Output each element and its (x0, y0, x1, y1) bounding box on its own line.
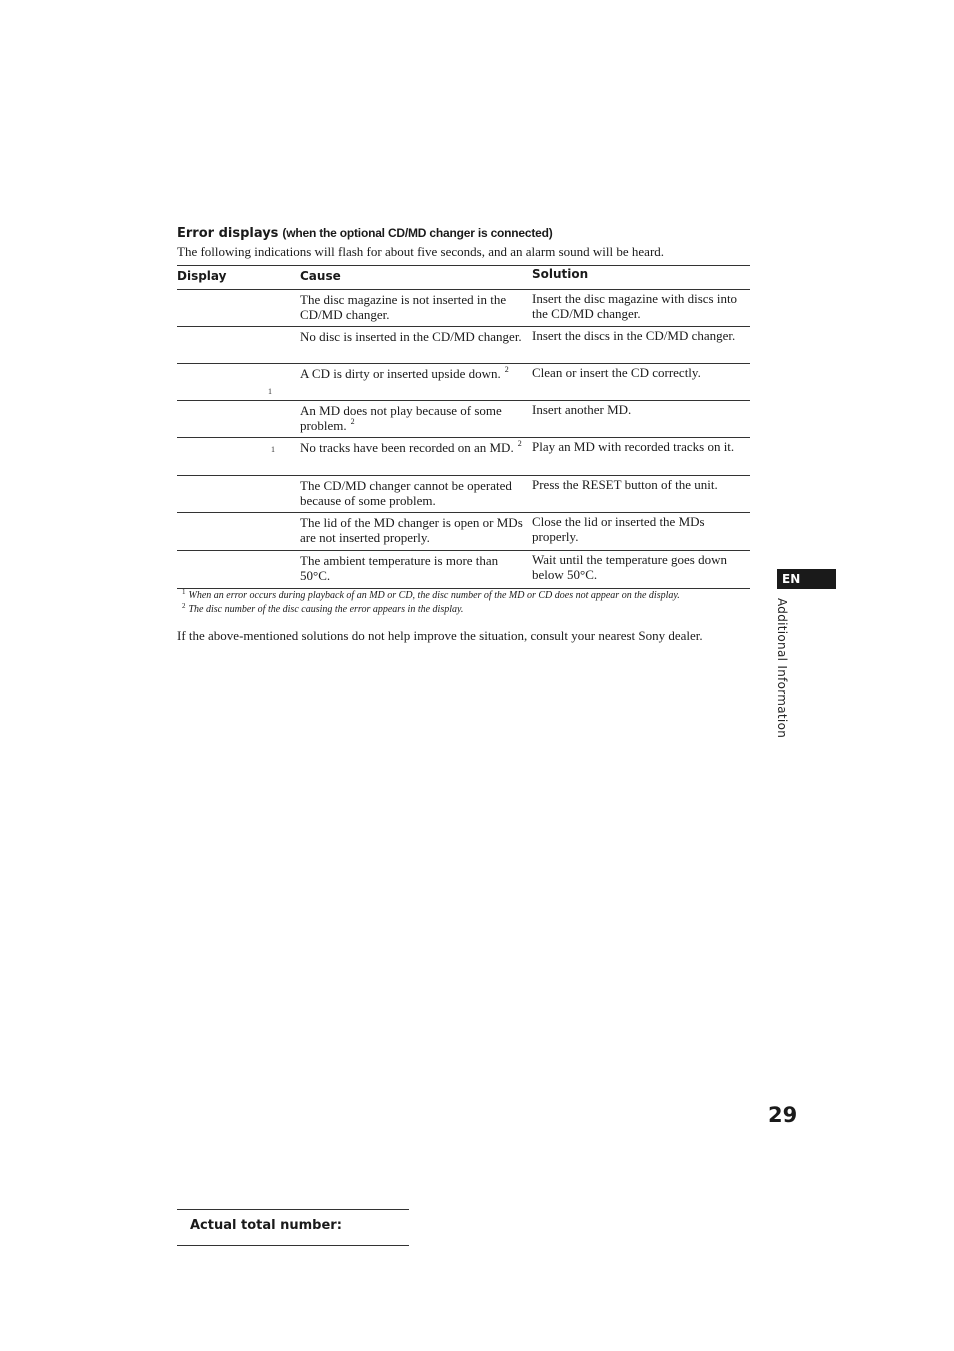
display-footnote-ref: 1 (271, 445, 275, 454)
table-row (177, 438, 750, 476)
table-row (177, 551, 750, 589)
cause-footnote-ref: 2 (517, 439, 522, 448)
header-cause: Cause (300, 269, 341, 283)
solution-cell: Insert the disc magazine with discs into the CD/MD changer. (532, 291, 738, 321)
table-row (177, 364, 750, 401)
table-header (177, 265, 750, 290)
cause-cell: The ambient temperature is more than 50°C. (300, 553, 499, 583)
total-number-box (177, 1209, 409, 1246)
table-row (177, 476, 750, 513)
cause-cell: An MD does not play because of some problem. $^2$ (300, 403, 502, 433)
intro-text: The following indications will flash for about five seconds, and an alarm sound will be heard. (177, 244, 665, 259)
table-row (177, 401, 750, 438)
section-heading (177, 224, 553, 242)
cause-footnote-ref: 2 (504, 365, 509, 374)
display-footnote-ref: 1 (268, 387, 272, 396)
cause-cell: A CD is dirty or inserted upside down. $^2$ (300, 365, 509, 381)
section-subtitle: (when the optional CD/MD changer is connected) (282, 226, 553, 240)
solution-cell: Insert another MD. (532, 402, 632, 417)
table-row (177, 327, 750, 364)
cause-cell: The CD/MD changer cannot be operated because of some problem. (300, 478, 512, 508)
footnotes (182, 589, 680, 617)
cause-cell: The lid of the MD changer is open or MDs are not inserted properly. (300, 515, 523, 545)
solution-cell: Insert the discs in the CD/MD changer. (532, 328, 736, 343)
cause-footnote-ref: 2 (350, 416, 355, 426)
cause-cell: No tracks have been recorded on an MD. $^2$ (300, 439, 522, 455)
table-row (177, 290, 750, 327)
total-number-label: Actual total number: (190, 1218, 342, 1233)
solution-cell: Clean or insert the CD correctly. (532, 365, 701, 380)
solution-cell: Play an MD with recorded tracks on it. (532, 439, 735, 454)
table-row (177, 513, 750, 551)
header-display: Display (177, 269, 227, 283)
cause-cell: No disc is inserted in the CD/MD changer. (300, 329, 522, 344)
error-table (177, 265, 750, 589)
section-title: Error displays (177, 226, 279, 241)
footnote: $^2$ The disc number of the disc causing the error appears in the display. (182, 602, 464, 615)
solution-cell: Close the lid or inserted the MDs properly. (532, 514, 705, 544)
footnote: $^1$ When an error occurs during playback of an MD or CD, the disc number of the MD or CD does not appear on the display. (182, 588, 680, 601)
solution-cell: Press the RESET button of the unit. (532, 477, 718, 492)
cause-cell: The disc magazine is not inserted in the CD/MD changer. (300, 292, 507, 322)
section-side-label: Additional Information (775, 598, 789, 739)
solution-cell: Wait until the temperature goes down below 50°C. (532, 552, 727, 582)
language-tab: EN (777, 569, 836, 589)
page-number: 29 (768, 1103, 798, 1127)
header-solution: Solution (532, 267, 589, 281)
closing-text: If the above-mentioned solutions do not help improve the situation, consult your nearest Sony dealer. (177, 628, 703, 643)
